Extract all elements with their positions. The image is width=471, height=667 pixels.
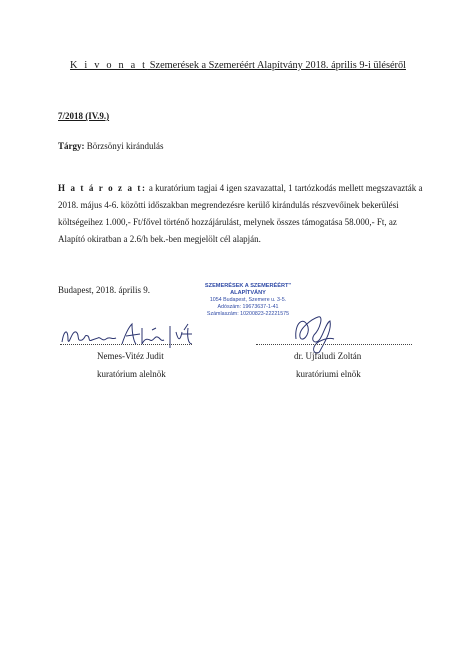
resolution-text: a kuratórium tagjai 4 igen szavazattal, 1 tartózkodás mellett megszavazták a 2018. május 4-6. közötti időszakban megrendezésre kerülő kirándulás részvevőinek bekerülési költségeihez 1.000,- Ft/fővel történő hozzájárulást, melynek összes támogatása 58.000,- Ft, az Alapító okiratban a 2.6/h bek.-ben megjelölt cél alapján. (58, 183, 423, 244)
subject-text: Börzsönyi kirándulás (84, 141, 164, 151)
resolution-paragraph (58, 180, 423, 248)
place-date: Budapest, 2018. április 9. (58, 285, 150, 295)
left-signer-role: kuratórium alelnök (97, 369, 166, 379)
left-signature-line (60, 343, 192, 345)
document-title (58, 60, 418, 71)
stamp-tax-number: Adószám: 19673637-1-41 (217, 304, 279, 311)
stamp-line-2: ALAPÍTVÁNY (230, 290, 266, 297)
title-spaced-word: K i v o n a t (70, 60, 148, 71)
right-signature-line (256, 343, 412, 345)
left-signer-name: Nemes-Vitéz Judit (97, 351, 164, 361)
title-rest: Szemerések a Szemeréért Alapítvány 2018. április 9-i üléséről (147, 60, 406, 71)
resolution-label: H a t á r o z a t: (58, 183, 147, 193)
stamp-account-number: Számlaszám: 10200823-22221575 (206, 311, 290, 318)
stamp-address: 1054 Budapest, Szemere u. 3-5. (209, 297, 287, 304)
right-signer-role: kuratóriumi elnök (296, 369, 361, 379)
resolution-reference: 7/2018 (IV.9.) (58, 111, 110, 121)
right-signer-name: dr. Ujfaludi Zoltán (294, 351, 362, 361)
stamp-line-1: SZEMERÉSEK A SZEMERÉÉRT" (204, 283, 292, 289)
subject-line (58, 141, 164, 151)
left-signature (60, 320, 210, 352)
subject-label: Tárgy: (58, 141, 85, 151)
